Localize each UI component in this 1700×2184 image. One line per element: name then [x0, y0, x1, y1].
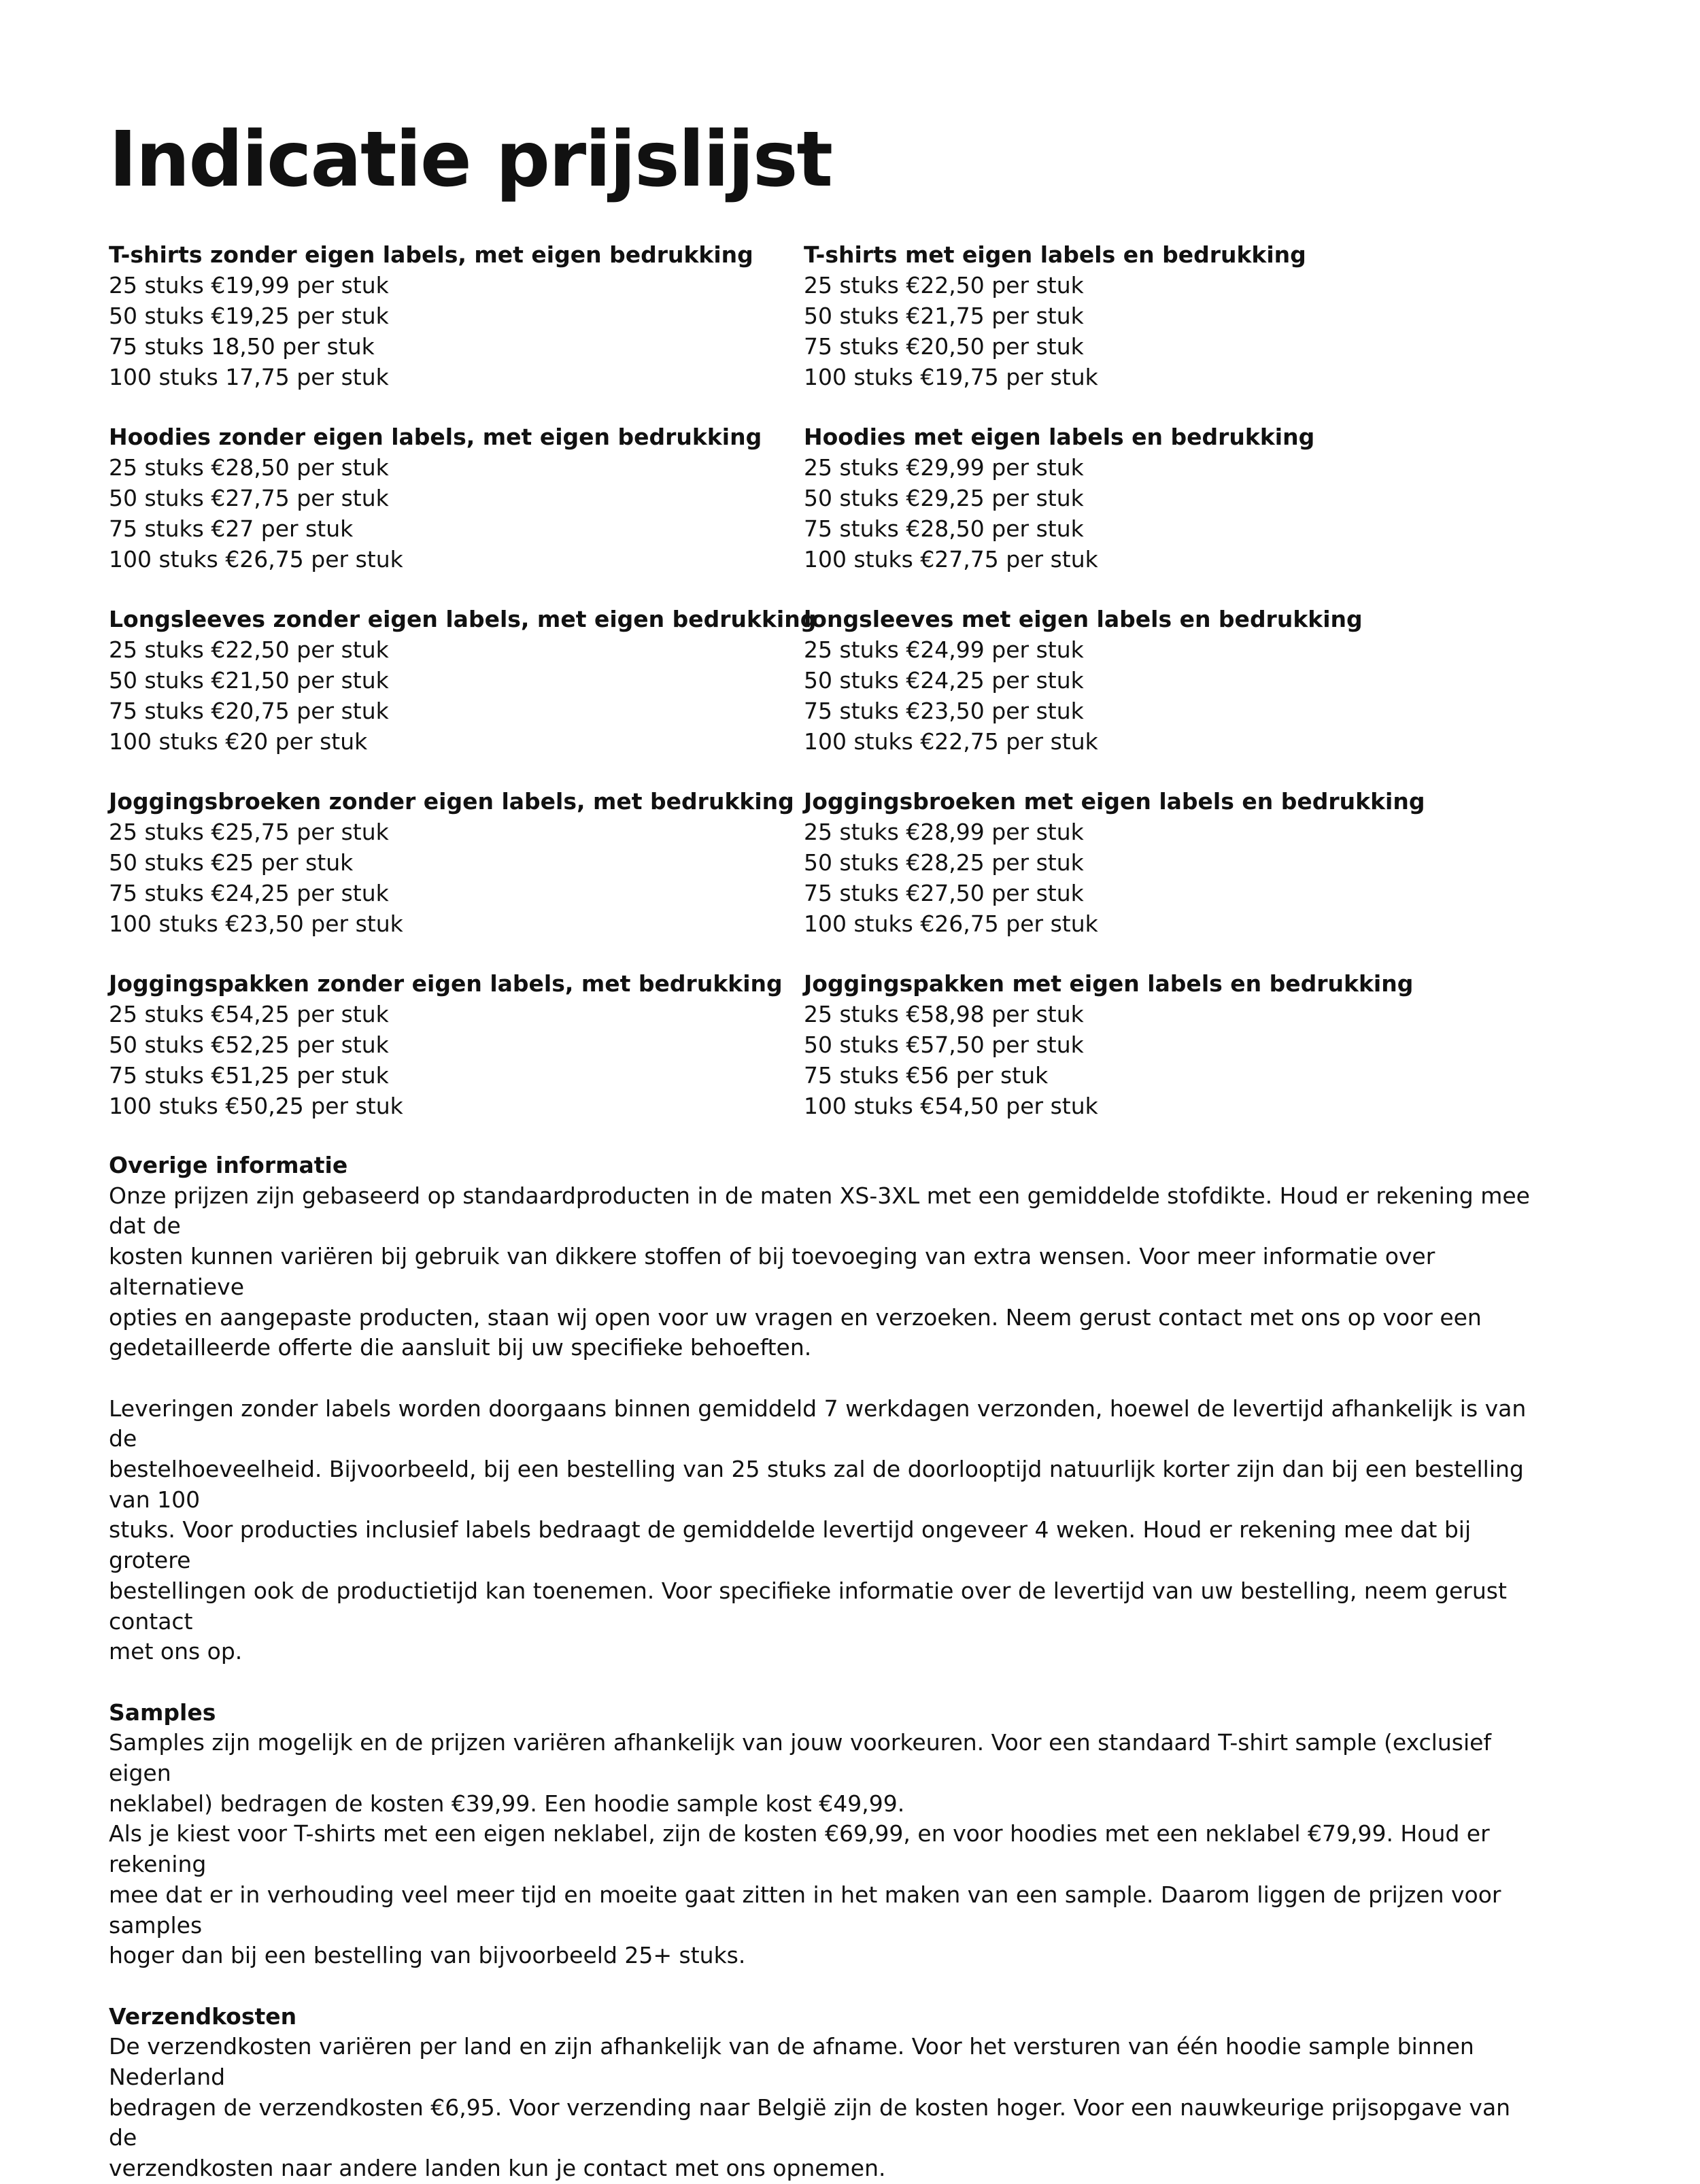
- price-line: 100 stuks €50,25 per stuk: [109, 1093, 403, 1119]
- price-line: 100 stuks €27,75 per stuk: [804, 546, 1098, 573]
- price-line: 25 stuks €28,99 per stuk: [804, 819, 1084, 845]
- samples-paragraph: Samples zijn mogelijk en de prijzen variëren afhankelijk van jouw voorkeuren. Voor een standaard T-shirt sample (exclusief eigen neklabel) bedragen de kosten €39,99. Een hoodie sample kost €49,99. Als je kiest voor T-shirts met een eigen neklabel, zijn de kosten €69,99, en voor hoodies met een neklabel €79,99. Houd er rekening mee dat er in verhouding veel meer tijd en moeite gaat zitten in het maken van een sample. Daarom liggen de prijzen voor samples hoger dan bij een bestelling van bijvoorbeeld 25+ stuks.: [109, 1729, 1501, 1969]
- price-block-heading: Joggingsbroeken met eigen labels en bedrukking: [804, 788, 1425, 815]
- price-row: [109, 239, 1591, 422]
- price-block-heading: T-shirts zonder eigen labels, met eigen bedrukking: [109, 241, 753, 268]
- price-line: 100 stuks €26,75 per stuk: [804, 910, 1098, 937]
- price-line: 50 stuks €52,25 per stuk: [109, 1031, 389, 1058]
- price-line: 100 stuks €20 per stuk: [109, 728, 368, 755]
- price-line: 100 stuks €23,50 per stuk: [109, 910, 403, 937]
- price-line: 50 stuks €28,25 per stuk: [804, 849, 1084, 876]
- verzendkosten-paragraph: De verzendkosten variëren per land en zijn afhankelijk van de afname. Voor het versturen van één hoodie sample binnen Nederland bedragen de verzendkosten €6,95. Voor verzending naar België zijn de kosten hoger. Voor een nauwkeurige prijsopgave van de verzendkosten naar andere landen kun je contact met ons opnemen.: [109, 2033, 1511, 2182]
- page-title: Indicatie prijslijst: [109, 116, 832, 204]
- price-line: 75 stuks €27,50 per stuk: [804, 880, 1084, 906]
- price-line: 75 stuks €28,50 per stuk: [804, 515, 1084, 542]
- price-line: 75 stuks €24,25 per stuk: [109, 880, 389, 906]
- price-line: 75 stuks €20,75 per stuk: [109, 698, 389, 724]
- price-block-heading: longsleeves met eigen labels en bedrukking: [804, 606, 1363, 632]
- price-line: 25 stuks €22,50 per stuk: [109, 636, 389, 663]
- price-block-heading: Joggingspakken met eigen labels en bedrukking: [804, 970, 1414, 997]
- price-line: 100 stuks €26,75 per stuk: [109, 546, 403, 573]
- price-row: [109, 786, 1591, 968]
- price-line: 100 stuks €19,75 per stuk: [804, 364, 1098, 390]
- price-line: 50 stuks €27,75 per stuk: [109, 485, 389, 511]
- price-block-right: [804, 786, 1552, 968]
- overige-paragraph-1: Onze prijzen zijn gebaseerd op standaardproducten in de maten XS-3XL met een gemiddelde stofdikte. Houd er rekening mee dat de kosten kunnen variëren bij gebruik van dikkere stoffen of bij toevoeging van extra wensen. Voor meer informatie over alternatieve opties en aangepaste producten, staan wij open voor uw vragen en verzoeken. Neem gerust contact met ons op voor een gedetailleerde offerte die aansluit bij uw specifieke behoeften.: [109, 1182, 1530, 1361]
- price-block-left: [109, 604, 817, 786]
- price-block-left: [109, 422, 804, 604]
- price-block-heading: Longsleeves zonder eigen labels, met eigen bedrukking: [109, 606, 817, 632]
- price-line: 25 stuks €22,50 per stuk: [804, 272, 1084, 298]
- samples-heading: Samples: [109, 1699, 216, 1726]
- verzendkosten-heading: Verzendkosten: [109, 2002, 297, 2030]
- price-block-heading: Joggingsbroeken zonder eigen labels, met bedrukking: [109, 788, 794, 815]
- price-block-heading: T-shirts met eigen labels en bedrukking: [804, 241, 1306, 268]
- price-line: 100 stuks €54,50 per stuk: [804, 1093, 1098, 1119]
- price-line: 50 stuks €24,25 per stuk: [804, 667, 1084, 694]
- price-line: 50 stuks €29,25 per stuk: [804, 485, 1084, 511]
- price-line: 50 stuks €19,25 per stuk: [109, 303, 389, 329]
- overige-paragraph-2: Leveringen zonder labels worden doorgaans binnen gemiddeld 7 werkdagen verzonden, hoewel de levertijd afhankelijk is van de bestelhoeveelheid. Bijvoorbeeld, bij een bestelling van 25 stuks zal de doorlooptijd natuurlijk korter zijn dan bij een bestelling van 100 stuks. Voor producties inclusief labels bedraagt de gemiddelde levertijd ongeveer 4 weken. Houd er rekening mee dat bij grotere bestellingen ook de productietijd kan toenemen. Voor specifieke informatie over de levertijd van uw bestelling, neem gerust contact met ons op.: [109, 1395, 1527, 1665]
- price-line: 25 stuks €28,50 per stuk: [109, 454, 389, 481]
- price-line: 50 stuks €21,75 per stuk: [804, 303, 1084, 329]
- price-line: 25 stuks €24,99 per stuk: [804, 636, 1084, 663]
- price-line: 25 stuks €29,99 per stuk: [804, 454, 1084, 481]
- price-line: 75 stuks €23,50 per stuk: [804, 698, 1084, 724]
- price-block-right: [804, 239, 1552, 422]
- price-line: 75 stuks €51,25 per stuk: [109, 1062, 389, 1089]
- price-line: 50 stuks €21,50 per stuk: [109, 667, 389, 694]
- price-block-heading: Hoodies met eigen labels en bedrukking: [804, 424, 1315, 450]
- price-block-left: [109, 968, 804, 1150]
- price-line: 50 stuks €57,50 per stuk: [804, 1031, 1084, 1058]
- price-row: [109, 422, 1591, 604]
- price-line: 75 stuks €56 per stuk: [804, 1062, 1049, 1089]
- price-block-heading: Hoodies zonder eigen labels, met eigen bedrukking: [109, 424, 762, 450]
- price-block-right: [804, 422, 1552, 604]
- info-section: [109, 1150, 1544, 2184]
- price-line: 75 stuks 18,50 per stuk: [109, 333, 375, 360]
- price-block-right: [804, 604, 1552, 786]
- overige-heading: Overige informatie: [109, 1152, 348, 1178]
- price-line: 100 stuks €22,75 per stuk: [804, 728, 1098, 755]
- price-block-right: [804, 968, 1552, 1150]
- price-block-heading: Joggingspakken zonder eigen labels, met bedrukking: [109, 970, 783, 997]
- price-line: 25 stuks €25,75 per stuk: [109, 819, 389, 845]
- price-line: 25 stuks €19,99 per stuk: [109, 272, 389, 298]
- price-row: [109, 604, 1591, 786]
- price-line: 75 stuks €20,50 per stuk: [804, 333, 1084, 360]
- price-row: [109, 968, 1591, 1150]
- price-block-left: [109, 786, 804, 968]
- price-line: 25 stuks €54,25 per stuk: [109, 1001, 389, 1027]
- price-line: 50 stuks €25 per stuk: [109, 849, 354, 876]
- price-line: 25 stuks €58,98 per stuk: [804, 1001, 1084, 1027]
- price-grid: [109, 239, 1591, 1150]
- price-line: 100 stuks 17,75 per stuk: [109, 364, 389, 390]
- price-block-left: [109, 239, 804, 422]
- price-line: 75 stuks €27 per stuk: [109, 515, 354, 542]
